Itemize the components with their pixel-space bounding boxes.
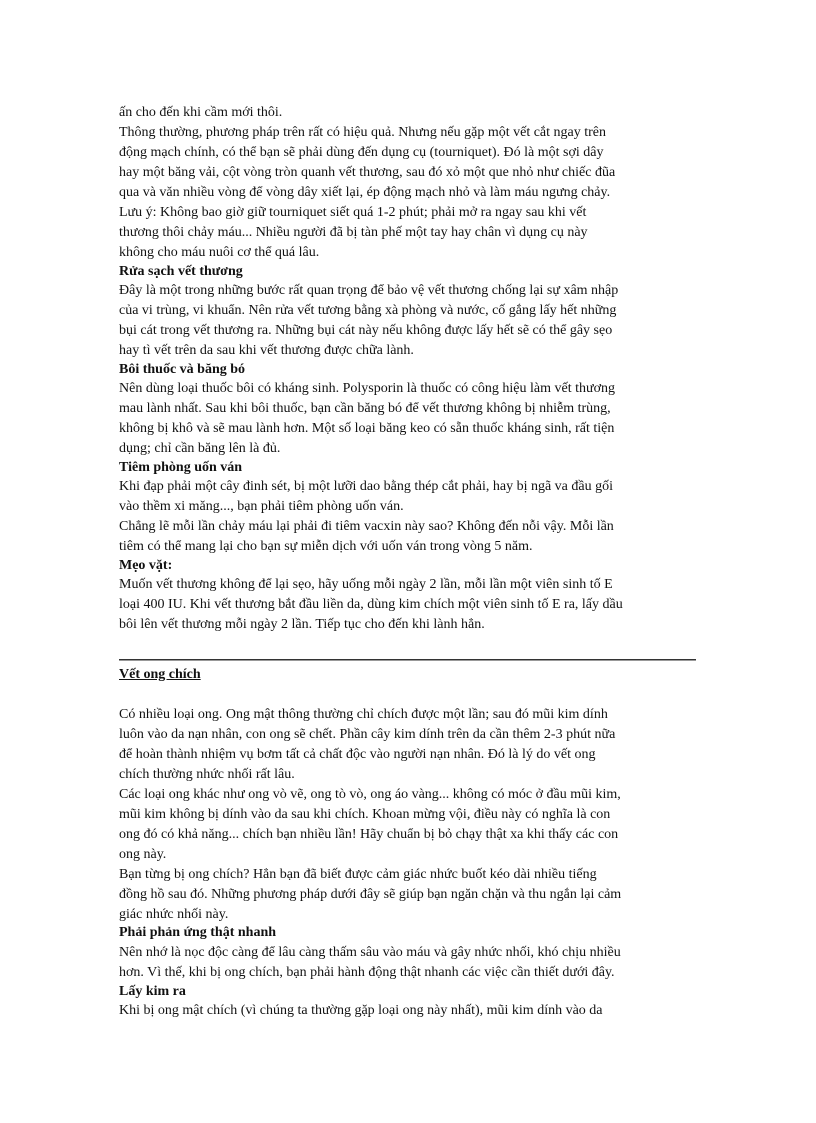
paragraph-line: hơn. Vì thế, khi bị ong chích, bạn phải hành động thật nhanh các việc cần thiết dưới đây.	[119, 965, 615, 980]
paragraph-line: ấn cho đến khi cầm mới thôi.	[119, 105, 283, 120]
paragraph-line: ong này.	[119, 847, 167, 862]
paragraph-line: bôi lên vết thương mỗi ngày 2 lần. Tiếp tục cho đến khi lành hẳn.	[119, 617, 485, 632]
paragraph-line: ong đó có khả năng... chích bạn nhiều lần! Hãy chuẩn bị bỏ chạy thật xa khi thấy các con	[119, 827, 619, 842]
paragraph-line: qua và văn nhiều vòng để vòng dây xiết lại, ép động mạch nhỏ và làm máu ngưng chảy.	[119, 185, 611, 200]
paragraph-line: tiêm có thể mang lại cho bạn sự miễn dịch với uốn ván trong vòng 5 năm.	[119, 539, 533, 554]
heading-boi-thuoc: Bôi thuốc và băng bó	[119, 362, 246, 377]
heading-rua-sach: Rửa sạch vết thương	[119, 264, 243, 279]
paragraph-line: thương thôi chảy máu... Nhiều người đã bị tàn phế một tay hay chân vì dụng cụ này	[119, 225, 588, 240]
heading-meo-vat: Mẹo vặt:	[119, 558, 173, 573]
paragraph-line: mũi kim không bị dính vào da sau khi chích. Khoan mừng vội, điều này có nghĩa là con	[119, 807, 611, 822]
paragraph-line: vào thềm xi măng..., bạn phải tiêm phòng uốn ván.	[119, 499, 404, 514]
paragraph-line: hay tì vết trên da sau khi vết thương được chữa lành.	[119, 343, 414, 358]
paragraph-line: Nên nhớ là nọc độc càng để lâu càng thấm sâu vào máu và gây nhức nhối, khó chịu nhiều	[119, 945, 621, 960]
paragraph-line: Muốn vết thương không để lại sẹo, hãy uống mỗi ngày 2 lần, mỗi lần một viên sinh tố E	[119, 577, 613, 592]
paragraph-line: không cho máu nuôi cơ thể quá lâu.	[119, 245, 320, 260]
heading-tiem-phong: Tiêm phòng uốn ván	[119, 460, 243, 475]
paragraph-line: loại 400 IU. Khi vết thương bắt đầu liền da, dùng kim chích một viên sinh tố E ra, lấy dầu	[119, 597, 623, 612]
paragraph-line: để hoàn thành nhiệm vụ bơm tất cả chất độc vào người nạn nhân. Đó là lý do vết ong	[119, 747, 596, 762]
paragraph-line: Nên dùng loại thuốc bôi có kháng sinh. Polysporin là thuốc có công hiệu làm vết thương	[119, 381, 615, 396]
heading-lay-kim: Lấy kim ra	[119, 984, 186, 999]
paragraph-line: Có nhiều loại ong. Ong mật thông thường chỉ chích được một lần; sau đó mũi kim dính	[119, 707, 608, 722]
paragraph-line: Chẳng lẽ mỗi lần chảy máu lại phải đi tiêm vacxin này sao? Không đến nỗi vậy. Mỗi lần	[119, 519, 614, 534]
paragraph-line: mau lành nhất. Sau khi bôi thuốc, bạn cần băng bó để vết thương không bị nhiễm trùng,	[119, 401, 611, 416]
paragraph-line: bụi cát trong vết thương ra. Những bụi cát này nếu không được lấy hết sẽ có thể gây sẹo	[119, 323, 613, 338]
paragraph-line: Đây là một trong những bước rất quan trọng để bảo vệ vết thương chống lại sự xâm nhập	[119, 283, 619, 298]
section-title: Vết ong chích	[119, 667, 201, 682]
paragraph-line: Thông thường, phương pháp trên rất có hiệu quả. Nhưng nếu gặp một vết cắt ngay trên	[119, 125, 607, 140]
paragraph-line: Lưu ý: Không bao giờ giữ tourniquet siết quá 1-2 phút; phải mở ra ngay sau khi vết	[119, 205, 587, 220]
paragraph-line: của vi trùng, vi khuẩn. Nên rửa vết tương bằng xà phòng và nước, cố gắng lấy hết những	[119, 303, 617, 318]
paragraph-line: Khi đạp phải một cây đinh sét, bị một lưỡi dao bằng thép cắt phải, hay bị ngã va đầu gối	[119, 479, 613, 494]
heading-phan-ung: Phải phản ứng thật nhanh	[119, 925, 277, 940]
paragraph-line: chích thường nhức nhối rất lâu.	[119, 767, 295, 782]
paragraph-line: đồng hồ sau đó. Những phương pháp dưới đây sẽ giúp bạn ngăn chặn và thu ngắn lại cảm	[119, 887, 622, 902]
paragraph-line: luôn vào da nạn nhân, con ong sẽ chết. Phần cây kim dính trên da cần thêm 2-3 phút nữa	[119, 727, 616, 742]
paragraph-line: động mạch chính, có thể bạn sẽ phải dùng đến dụng cụ (tourniquet). Đó là một sợi dây	[119, 145, 604, 160]
section-divider	[119, 659, 696, 661]
paragraph-line: không bị khô và sẽ mau lành hơn. Một số loại băng keo có sẵn thuốc kháng sinh, rất tiện	[119, 421, 615, 436]
paragraph-line: hay một băng vải, cột vòng tròn quanh vết thương, sau đó xỏ một que nhỏ như chiếc đũa	[119, 165, 616, 180]
paragraph-line: dụng; chỉ cần băng lên là đủ.	[119, 441, 281, 456]
paragraph-line: giác nhức nhối này.	[119, 907, 229, 922]
paragraph-line: Khi bị ong mật chích (vì chúng ta thường gặp loại ong này nhất), mũi kim dính vào da	[119, 1003, 603, 1018]
paragraph-line: Bạn từng bị ong chích? Hẳn bạn đã biết được cảm giác nhức buốt kéo dài nhiều tiếng	[119, 867, 597, 882]
paragraph-line: Các loại ong khác như ong vò vẽ, ong tò vò, ong áo vàng... không có móc ở đầu mũi kim,	[119, 787, 621, 802]
